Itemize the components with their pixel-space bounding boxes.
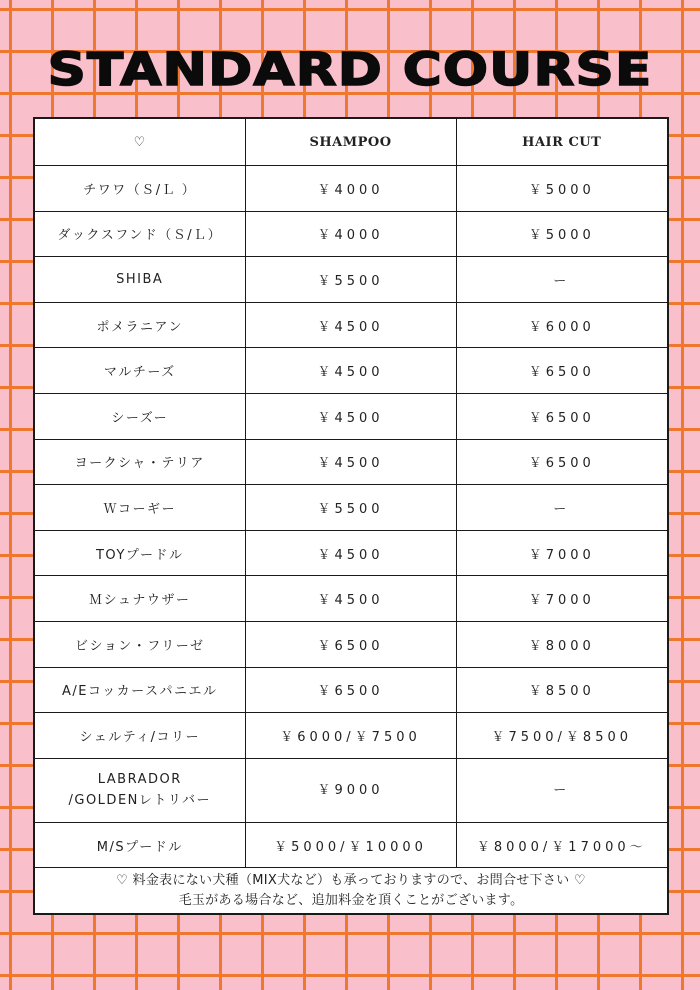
table-header-row xyxy=(34,118,668,166)
table-row xyxy=(34,485,668,531)
haircut-price: ￥5000 xyxy=(456,211,668,257)
haircut-price: ー xyxy=(456,485,668,531)
breed-name: ポメラニアン xyxy=(34,302,245,348)
shampoo-price: ￥4500 xyxy=(245,302,456,348)
table-row xyxy=(34,166,668,212)
heart-icon: ♡ xyxy=(34,118,245,166)
shampoo-price: ￥4500 xyxy=(245,348,456,394)
breed-name: ダックスフンド（Ｓ/Ｌ） xyxy=(34,211,245,257)
shampoo-price: ￥4000 xyxy=(245,166,456,212)
table-row xyxy=(34,302,668,348)
haircut-price: ￥5000 xyxy=(456,166,668,212)
footer-line1: ♡ 料金表にない犬種（MIX犬など）も承っておりますので、お問合せ下さい ♡ xyxy=(116,872,586,888)
table-row xyxy=(34,439,668,485)
shampoo-price: ￥9000 xyxy=(245,758,456,822)
haircut-price: ￥8000 xyxy=(456,621,668,667)
table-row xyxy=(34,393,668,439)
footer-row xyxy=(34,868,668,914)
table-row xyxy=(34,822,668,868)
haircut-price: ￥8000/￥17000〜 xyxy=(456,822,668,868)
breed-name: A/Eコッカースパニエル xyxy=(34,667,245,713)
breed-name: TOYプードル xyxy=(34,530,245,576)
shampoo-price: ￥6500 xyxy=(245,621,456,667)
footer-note xyxy=(34,868,668,914)
shampoo-price: ￥6000/￥7500 xyxy=(245,713,456,759)
breed-name xyxy=(34,758,245,822)
shampoo-price: ￥5500 xyxy=(245,485,456,531)
breed-name: ビション・フリーゼ xyxy=(34,621,245,667)
price-table xyxy=(33,117,669,915)
haircut-price: ￥8500 xyxy=(456,667,668,713)
haircut-price: ￥6500 xyxy=(456,439,668,485)
breed-name: Ｍシュナウザー xyxy=(34,576,245,622)
table-row xyxy=(34,758,668,822)
haircut-price: ￥6500 xyxy=(456,348,668,394)
haircut-price: ￥7500/￥8500 xyxy=(456,713,668,759)
table-row xyxy=(34,576,668,622)
table-row xyxy=(34,257,668,303)
table-row xyxy=(34,667,668,713)
haircut-price: ー xyxy=(456,758,668,822)
table-row xyxy=(34,713,668,759)
table-row xyxy=(34,530,668,576)
breed-name: シーズー xyxy=(34,393,245,439)
breed-name: マルチーズ xyxy=(34,348,245,394)
haircut-price: ￥7000 xyxy=(456,530,668,576)
shampoo-price: ￥4500 xyxy=(245,530,456,576)
shampoo-price: ￥4000 xyxy=(245,211,456,257)
breed-name-line2: /GOLDENレトリバー xyxy=(68,793,211,809)
breed-name: シェルティ/コリー xyxy=(34,713,245,759)
breed-name: M/Sプードル xyxy=(34,822,245,868)
page-title: STANDARD COURSE xyxy=(47,43,653,96)
column-header-haircut: HAIR CUT xyxy=(456,118,668,166)
breed-name-line1: LABRADOR xyxy=(97,772,182,788)
shampoo-price: ￥5000/￥10000 xyxy=(245,822,456,868)
breed-name: チワワ（Ｓ/Ｌ ） xyxy=(34,166,245,212)
shampoo-price: ￥4500 xyxy=(245,576,456,622)
footer-line2: 毛玉がある場合など、追加料金を頂くことがございます。 xyxy=(178,892,524,908)
haircut-price: ￥6500 xyxy=(456,393,668,439)
shampoo-price: ￥6500 xyxy=(245,667,456,713)
table-row xyxy=(34,348,668,394)
table-row xyxy=(34,621,668,667)
haircut-price: ￥7000 xyxy=(456,576,668,622)
shampoo-price: ￥5500 xyxy=(245,257,456,303)
haircut-price: ￥6000 xyxy=(456,302,668,348)
haircut-price: ー xyxy=(456,257,668,303)
shampoo-price: ￥4500 xyxy=(245,393,456,439)
breed-name: Ｗコーギー xyxy=(34,485,245,531)
column-header-shampoo: SHAMPOO xyxy=(245,118,456,166)
breed-name: SHIBA xyxy=(34,257,245,303)
shampoo-price: ￥4500 xyxy=(245,439,456,485)
breed-name: ヨークシャ・テリア xyxy=(34,439,245,485)
table-row xyxy=(34,211,668,257)
